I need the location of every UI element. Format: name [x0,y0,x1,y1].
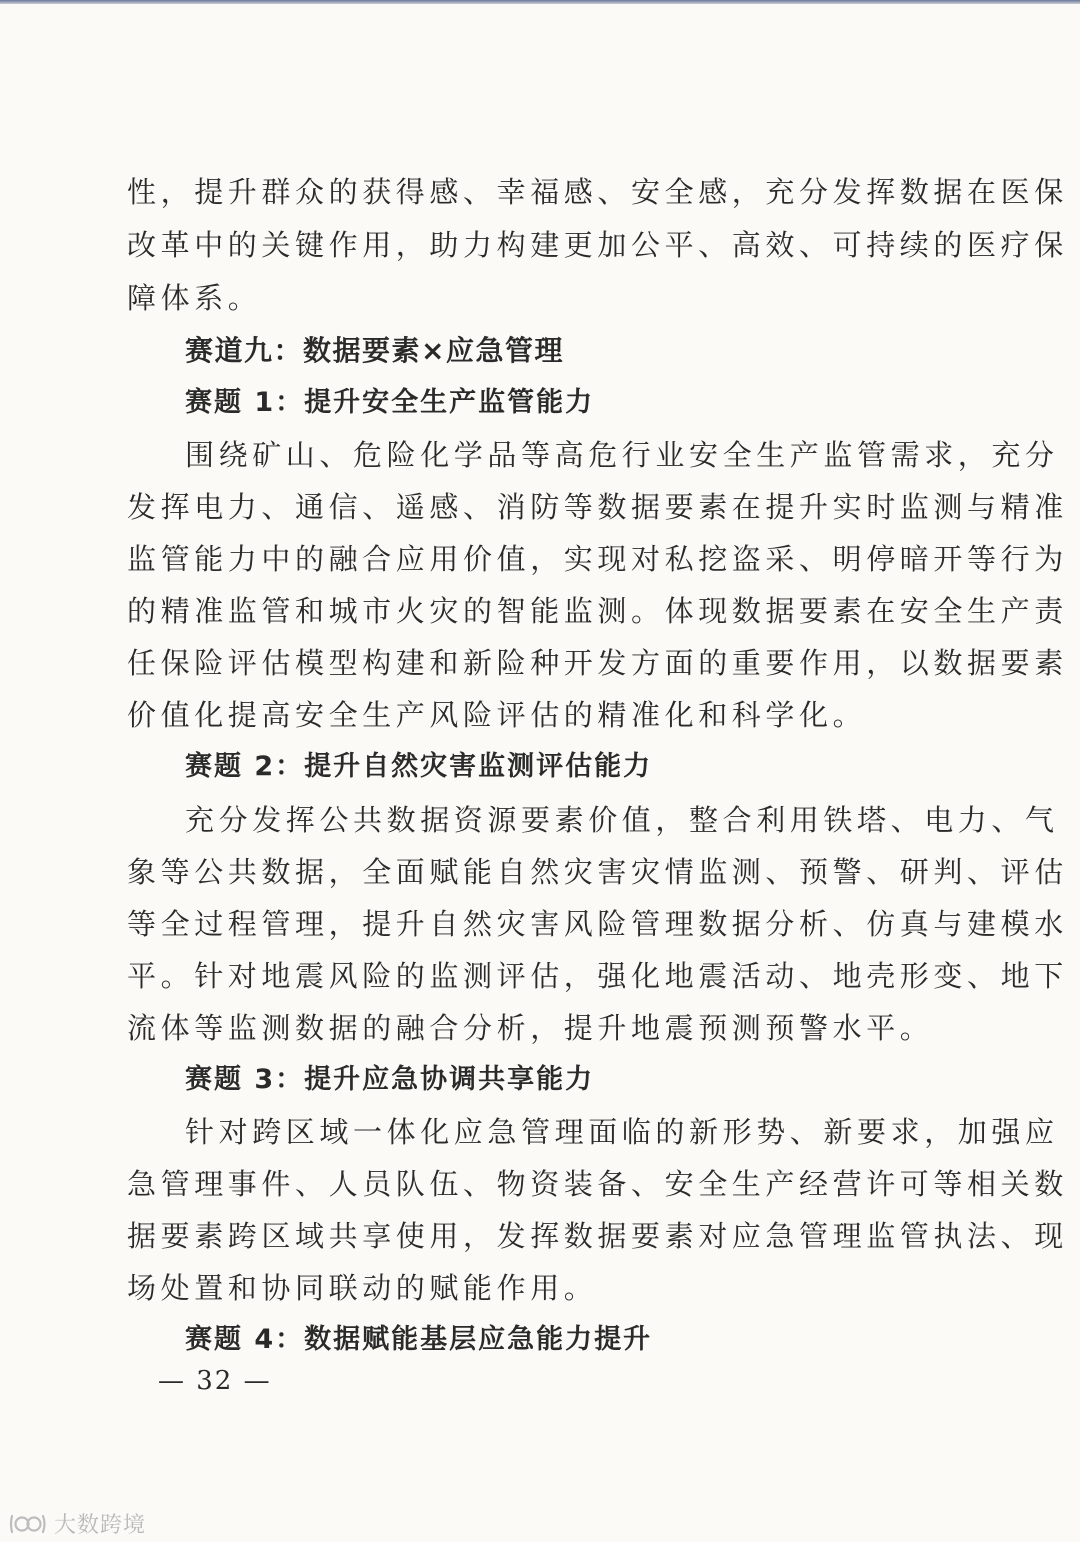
watermark-text: 大数跨境 [54,1513,147,1538]
paragraph-line: 任保险评估模型构建和新险种开发方面的重要作用，以数据要素 [127,646,1068,680]
paragraph-line: 据要素跨区域共享使用，发挥数据要素对应急管理监管执法、现 [127,1219,1068,1253]
watermark [8,1508,146,1539]
topic-title-3: 赛题 3：提升应急协调共享能力 [185,1064,595,1095]
paragraph-line: 性，提升群众的获得感、幸福感、安全感，充分发挥数据在医保 [127,175,1068,209]
paragraph-line: 监管能力中的融合应用价值，实现对私挖盗采、明停暗开等行为 [127,542,1068,576]
paragraph-line: 象等公共数据，全面赋能自然灾害灾情监测、预警、研判、评估 [127,855,1068,889]
track-title: 赛道九：数据要素×应急管理 [185,334,564,367]
paragraph-line: 的精准监管和城市火灾的智能监测。体现数据要素在安全生产责 [127,594,1068,628]
topic-title-4: 赛题 4：数据赋能基层应急能力提升 [185,1324,653,1355]
paragraph-line: 急管理事件、人员队伍、物资装备、安全生产经营许可等相关数 [127,1167,1068,1201]
paragraph-line: 围绕矿山、危险化学品等高危行业安全生产监管需求，充分 [185,438,1059,472]
paragraph-line: 改革中的关键作用，助力构建更加公平、高效、可持续的医疗保 [127,228,1068,262]
page-number: — 32 — [158,1366,272,1396]
paragraph-line: 价值化提高安全生产风险评估的精准化和科学化。 [127,698,867,732]
topic-title-1: 赛题 1：提升安全生产监管能力 [185,387,595,418]
paragraph-line: 流体等监测数据的融合分析，提升地震预测预警水平。 [127,1011,934,1045]
paragraph-line: 场处置和协同联动的赋能作用。 [127,1271,598,1305]
paragraph-line: 发挥电力、通信、遥感、消防等数据要素在提升实时监测与精准 [127,490,1068,524]
paragraph-line: 针对跨区域一体化应急管理面临的新形势、新要求，加强应 [185,1115,1059,1149]
paragraph-line: 等全过程管理，提升自然灾害风险管理数据分析、仿真与建模水 [127,907,1068,941]
topic-title-2: 赛题 2：提升自然灾害监测评估能力 [185,751,653,782]
logo-icon [8,1512,48,1536]
paragraph-line: 充分发挥公共数据资源要素价值，整合利用铁塔、电力、气 [185,803,1059,837]
paragraph-line: 障体系。 [127,281,262,315]
paragraph-line: 平。针对地震风险的监测评估，强化地震活动、地壳形变、地下 [127,959,1068,993]
